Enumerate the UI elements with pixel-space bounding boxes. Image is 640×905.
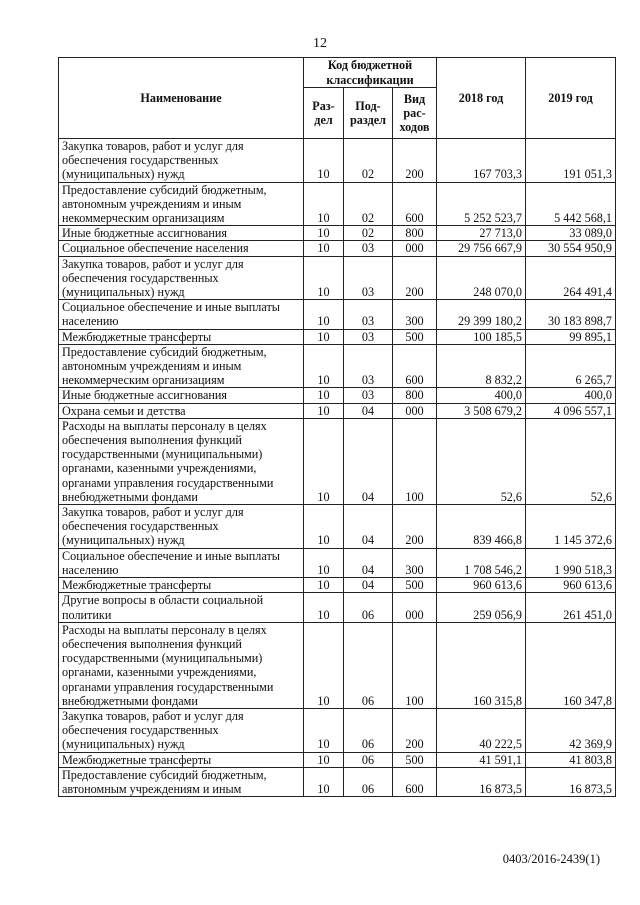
row-section: 10: [304, 403, 344, 418]
row-section: 10: [304, 548, 344, 577]
row-expense-type: 300: [393, 548, 437, 577]
row-2019: 160 347,8: [526, 622, 616, 708]
row-2018: 40 222,5: [437, 708, 526, 752]
row-2019: 261 451,0: [526, 593, 616, 622]
row-name: Закупка товаров, работ и услуг для обеспечения государственных (муниципальных) нужд: [59, 708, 304, 752]
header-code-group: Код бюджетной классификации: [304, 58, 437, 88]
table-row: [59, 593, 616, 622]
row-name: Расходы на выплаты персоналу в целях обеспечения выполнения функций государственными (муниципальными) органами, казенными учреждениями, органами управления государственными внебюджетными фондами: [59, 418, 304, 504]
row-2019: 42 369,9: [526, 708, 616, 752]
row-subsection: 03: [344, 241, 393, 256]
row-name: Межбюджетные трансферты: [59, 329, 304, 344]
row-2018: 27 713,0: [437, 226, 526, 241]
row-subsection: 02: [344, 139, 393, 183]
row-section: 10: [304, 226, 344, 241]
document-code: 0403/2016-2439(1): [502, 852, 600, 866]
row-name: Предоставление субсидий бюджетным, автономным учреждениям и иным: [59, 767, 304, 796]
row-subsection: 06: [344, 622, 393, 708]
row-subsection: 03: [344, 300, 393, 329]
row-expense-type: 000: [393, 403, 437, 418]
row-name: Иные бюджетные ассигнования: [59, 226, 304, 241]
row-section: 10: [304, 300, 344, 329]
row-expense-type: 200: [393, 256, 437, 300]
row-2018: 160 315,8: [437, 622, 526, 708]
row-section: 10: [304, 578, 344, 593]
row-section: 10: [304, 708, 344, 752]
row-2018: 29 399 180,2: [437, 300, 526, 329]
row-2019: 960 613,6: [526, 578, 616, 593]
row-section: 10: [304, 256, 344, 300]
row-2019: 1 990 518,3: [526, 548, 616, 577]
table-row: [59, 403, 616, 418]
row-expense-type: 600: [393, 344, 437, 388]
row-2018: 960 613,6: [437, 578, 526, 593]
row-2018: 41 591,1: [437, 752, 526, 767]
row-2018: 1 708 546,2: [437, 548, 526, 577]
row-2018: 16 873,5: [437, 767, 526, 796]
row-2019: 6 265,7: [526, 344, 616, 388]
row-section: 10: [304, 593, 344, 622]
header-subsection: Под-раздел: [344, 88, 393, 139]
budget-table: [58, 57, 616, 797]
table-row: [59, 767, 616, 796]
row-expense-type: 000: [393, 593, 437, 622]
row-2018: 839 466,8: [437, 505, 526, 549]
header-section: Раз-дел: [304, 88, 344, 139]
row-expense-type: 100: [393, 418, 437, 504]
row-2019: 191 051,3: [526, 139, 616, 183]
row-subsection: 02: [344, 182, 393, 226]
row-name: Иные бюджетные ассигнования: [59, 388, 304, 403]
row-expense-type: 100: [393, 622, 437, 708]
table-row: [59, 418, 616, 504]
row-2019: 33 089,0: [526, 226, 616, 241]
row-section: 10: [304, 329, 344, 344]
row-expense-type: 000: [393, 241, 437, 256]
row-2018: 100 185,5: [437, 329, 526, 344]
row-2018: 400,0: [437, 388, 526, 403]
row-2018: 167 703,3: [437, 139, 526, 183]
row-section: 10: [304, 388, 344, 403]
row-2018: 8 832,2: [437, 344, 526, 388]
row-section: 10: [304, 752, 344, 767]
row-expense-type: 600: [393, 182, 437, 226]
table-row: [59, 300, 616, 329]
row-name: Социальное обеспечение и иные выплаты населению: [59, 300, 304, 329]
row-2018: 29 756 667,9: [437, 241, 526, 256]
row-2018: 5 252 523,7: [437, 182, 526, 226]
row-subsection: 04: [344, 505, 393, 549]
row-subsection: 06: [344, 767, 393, 796]
row-name: Межбюджетные трансферты: [59, 578, 304, 593]
row-subsection: 03: [344, 256, 393, 300]
row-section: 10: [304, 182, 344, 226]
row-name: Закупка товаров, работ и услуг для обеспечения государственных (муниципальных) нужд: [59, 256, 304, 300]
header-name: Наименование: [59, 58, 304, 139]
row-name: Расходы на выплаты персоналу в целях обеспечения выполнения функций государственными (муниципальными) органами, казенными учреждениями, органами управления государственными внебюджетными фондами: [59, 622, 304, 708]
row-2019: 5 442 568,1: [526, 182, 616, 226]
row-section: 10: [304, 622, 344, 708]
row-section: 10: [304, 767, 344, 796]
table-row: [59, 241, 616, 256]
row-2019: 41 803,8: [526, 752, 616, 767]
row-name: Социальное обеспечение и иные выплаты населению: [59, 548, 304, 577]
row-subsection: 02: [344, 226, 393, 241]
row-subsection: 06: [344, 593, 393, 622]
row-2018: 3 508 679,2: [437, 403, 526, 418]
row-expense-type: 200: [393, 139, 437, 183]
table-row: [59, 388, 616, 403]
row-section: 10: [304, 418, 344, 504]
row-subsection: 04: [344, 403, 393, 418]
row-expense-type: 300: [393, 300, 437, 329]
row-subsection: 06: [344, 752, 393, 767]
row-subsection: 04: [344, 418, 393, 504]
row-2019: 16 873,5: [526, 767, 616, 796]
row-expense-type: 800: [393, 388, 437, 403]
row-2018: 259 056,9: [437, 593, 526, 622]
row-subsection: 04: [344, 548, 393, 577]
row-name: Предоставление субсидий бюджетным, автономным учреждениям и иным некоммерческим организациям: [59, 344, 304, 388]
row-name: Закупка товаров, работ и услуг для обеспечения государственных (муниципальных) нужд: [59, 139, 304, 183]
row-section: 10: [304, 505, 344, 549]
row-expense-type: 200: [393, 708, 437, 752]
table-row: [59, 505, 616, 549]
row-expense-type: 800: [393, 226, 437, 241]
row-expense-type: 500: [393, 578, 437, 593]
row-expense-type: 200: [393, 505, 437, 549]
row-expense-type: 500: [393, 752, 437, 767]
table-row: [59, 548, 616, 577]
table-row: [59, 578, 616, 593]
row-name: Другие вопросы в области социальной политики: [59, 593, 304, 622]
row-2018: 52,6: [437, 418, 526, 504]
row-2019: 30 554 950,9: [526, 241, 616, 256]
row-2018: 248 070,0: [437, 256, 526, 300]
table-row: [59, 708, 616, 752]
header-2019: 2019 год: [526, 58, 616, 139]
page-number: 12: [313, 36, 327, 51]
row-2019: 99 895,1: [526, 329, 616, 344]
row-subsection: 06: [344, 708, 393, 752]
row-section: 10: [304, 344, 344, 388]
table-row: [59, 182, 616, 226]
table-row: [59, 226, 616, 241]
row-section: 10: [304, 241, 344, 256]
table-row: [59, 622, 616, 708]
row-2019: 400,0: [526, 388, 616, 403]
row-name: Охрана семьи и детства: [59, 403, 304, 418]
header-expense-type: Вид рас-ходов: [393, 88, 437, 139]
row-name: Закупка товаров, работ и услуг для обеспечения государственных (муниципальных) нужд: [59, 505, 304, 549]
row-2019: 264 491,4: [526, 256, 616, 300]
row-subsection: 03: [344, 344, 393, 388]
header-2018: 2018 год: [437, 58, 526, 139]
table-row: [59, 256, 616, 300]
row-2019: 30 183 898,7: [526, 300, 616, 329]
row-2019: 4 096 557,1: [526, 403, 616, 418]
row-section: 10: [304, 139, 344, 183]
row-expense-type: 600: [393, 767, 437, 796]
row-expense-type: 500: [393, 329, 437, 344]
row-name: Социальное обеспечение населения: [59, 241, 304, 256]
table-row: [59, 752, 616, 767]
row-2019: 52,6: [526, 418, 616, 504]
row-subsection: 03: [344, 388, 393, 403]
table-row: [59, 344, 616, 388]
row-2019: 1 145 372,6: [526, 505, 616, 549]
table-row: [59, 329, 616, 344]
row-subsection: 04: [344, 578, 393, 593]
row-subsection: 03: [344, 329, 393, 344]
row-name: Предоставление субсидий бюджетным, автономным учреждениям и иным некоммерческим организациям: [59, 182, 304, 226]
row-name: Межбюджетные трансферты: [59, 752, 304, 767]
table-row: [59, 139, 616, 183]
